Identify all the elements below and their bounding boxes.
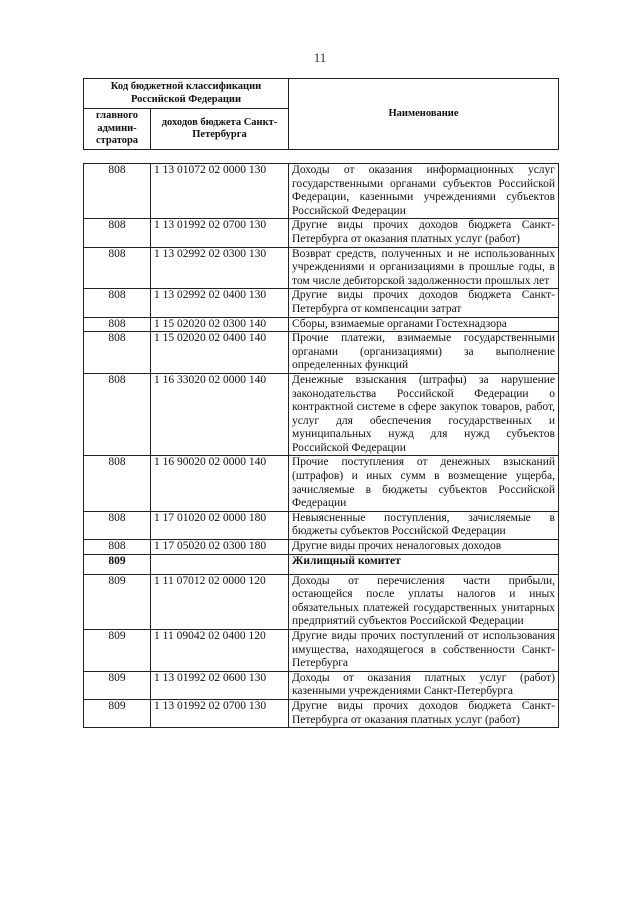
admin-code-cell: 808 xyxy=(84,219,151,247)
income-code-cell: 1 13 01072 02 0000 130 xyxy=(151,164,289,219)
income-name-cell: Прочие платежи, взимаемые государственными органами (организациями) за выполнение определенных функций xyxy=(289,332,559,374)
table-row xyxy=(84,332,559,374)
admin-code-cell: 809 xyxy=(84,699,151,727)
table-row xyxy=(84,671,559,699)
income-code-cell: 1 13 01992 02 0700 130 xyxy=(151,219,289,247)
income-name-cell: Возврат средств, полученных и не использованных учреждениями и организациями в прошлые годы, в том числе дебиторской задолженности прошлых лет xyxy=(289,247,559,289)
income-code-cell: 1 16 90020 02 0000 140 xyxy=(151,456,289,511)
income-name-cell: Доходы от перечисления части прибыли, остающейся после уплаты налогов и иных обязательных платежей государственных унитарных предприятий субъектов Российской Федерации xyxy=(289,574,559,629)
admin-code-cell: 808 xyxy=(84,332,151,374)
income-code-cell: 1 13 01992 02 0700 130 xyxy=(151,699,289,727)
income-name-cell: Невыясненные поступления, зачисляемые в бюджеты субъектов Российской Федерации xyxy=(289,511,559,539)
table-row xyxy=(84,219,559,247)
income-code-cell: 1 11 07012 02 0000 120 xyxy=(151,574,289,629)
table-row xyxy=(84,699,559,727)
table-row xyxy=(84,289,559,317)
admin-code-cell: 808 xyxy=(84,164,151,219)
income-code-cell xyxy=(151,554,289,574)
income-code-cell: 1 13 02992 02 0400 130 xyxy=(151,289,289,317)
table-row xyxy=(84,540,559,555)
income-code-cell: 1 13 02992 02 0300 130 xyxy=(151,247,289,289)
income-name-cell: Денежные взыскания (штрафы) за нарушение законодательства Российской Федерации о контрактной системе в сфере закупок товаров, работ, услуг для обеспечения государственных и муниципальных нужд для нужд субъектов Российской Федерации xyxy=(289,373,559,456)
income-name-cell: Сборы, взимаемые органами Гостехнадзора xyxy=(289,317,559,332)
admin-code-cell: 809 xyxy=(84,671,151,699)
header-code-column: доходов бюджета Санкт-Петербурга xyxy=(151,109,289,150)
header-name-column: Наименование xyxy=(289,79,559,150)
table-row xyxy=(84,247,559,289)
income-name-cell: Другие виды прочих доходов бюджета Санкт-Петербурга от оказания платных услуг (работ) xyxy=(289,219,559,247)
admin-code-cell: 808 xyxy=(84,289,151,317)
admin-code-cell: 808 xyxy=(84,373,151,456)
admin-code-cell: 808 xyxy=(84,247,151,289)
income-code-cell: 1 15 02020 02 0400 140 xyxy=(151,332,289,374)
income-name-cell: Жилищный комитет xyxy=(289,554,559,574)
table-body xyxy=(84,164,559,728)
table-row xyxy=(84,511,559,539)
admin-code-cell: 808 xyxy=(84,456,151,511)
admin-code-cell: 808 xyxy=(84,317,151,332)
table-header xyxy=(83,78,559,150)
table-row xyxy=(84,456,559,511)
admin-code-cell: 809 xyxy=(84,630,151,672)
admin-code-cell: 808 xyxy=(84,511,151,539)
admin-code-cell: 809 xyxy=(84,554,151,574)
page-number: 11 xyxy=(313,50,327,65)
classification-table xyxy=(83,163,559,728)
income-name-cell: Другие виды прочих неналоговых доходов xyxy=(289,540,559,555)
admin-code-cell: 808 xyxy=(84,540,151,555)
income-code-cell: 1 17 01020 02 0000 180 xyxy=(151,511,289,539)
income-name-cell: Доходы от оказания платных услуг (работ) казенными учреждениями Санкт-Петербурга xyxy=(289,671,559,699)
table-row xyxy=(84,373,559,456)
income-name-cell: Прочие поступления от денежных взысканий (штрафов) и иных сумм в возмещение ущерба, зачисляемые в бюджеты субъектов Российской Федерации xyxy=(289,456,559,511)
header-admin-column: главного админи-стратора xyxy=(84,109,151,150)
income-code-cell: 1 16 33020 02 0000 140 xyxy=(151,373,289,456)
table-row xyxy=(84,317,559,332)
admin-code-cell: 809 xyxy=(84,574,151,629)
income-code-cell: 1 11 09042 02 0400 120 xyxy=(151,630,289,672)
income-name-cell: Другие виды прочих доходов бюджета Санкт-Петербурга от компенсации затрат xyxy=(289,289,559,317)
section-row xyxy=(84,554,559,574)
income-code-cell: 1 17 05020 02 0300 180 xyxy=(151,540,289,555)
income-name-cell: Другие виды прочих поступлений от использования имущества, находящегося в собственности Санкт-Петербурга xyxy=(289,630,559,672)
income-code-cell: 1 13 01992 02 0600 130 xyxy=(151,671,289,699)
header-group-title: Код бюджетной классификации Российской Федерации xyxy=(84,79,289,109)
table-row xyxy=(84,630,559,672)
income-name-cell: Доходы от оказания информационных услуг государственными органами субъектов Российской Федерации, казенными учреждениями субъектов Российской Федерации xyxy=(289,164,559,219)
table-row xyxy=(84,164,559,219)
income-name-cell: Другие виды прочих доходов бюджета Санкт-Петербурга от оказания платных услуг (работ) xyxy=(289,699,559,727)
table-row xyxy=(84,574,559,629)
income-code-cell: 1 15 02020 02 0300 140 xyxy=(151,317,289,332)
